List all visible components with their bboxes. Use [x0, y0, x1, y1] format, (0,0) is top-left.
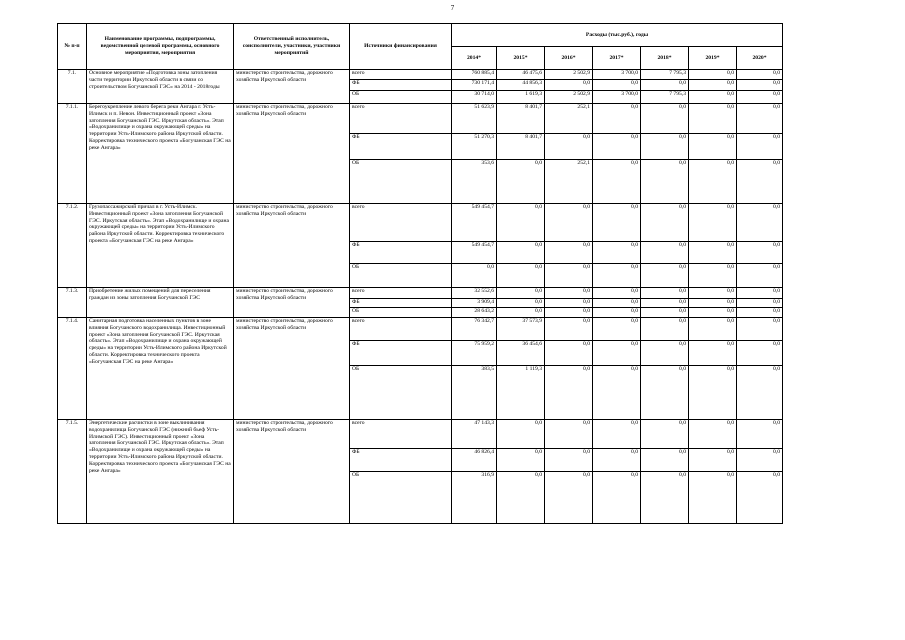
expense-value: 3 909,4: [452, 299, 497, 308]
header-year: 2020*: [737, 47, 783, 70]
expense-value: 383,5: [452, 366, 497, 420]
expense-value: 0,0: [593, 308, 641, 318]
table-body: [58, 70, 783, 524]
expense-value: 32 552,6: [452, 288, 497, 299]
expense-value: 76 342,7: [452, 318, 497, 341]
expense-value: 1 119,3: [497, 366, 545, 420]
expense-value: 7 795,3: [641, 91, 689, 104]
page-number: 7: [450, 4, 455, 12]
expense-value: 0,0: [545, 366, 593, 420]
expense-value: 0,0: [737, 366, 783, 420]
expense-value: 0,0: [593, 299, 641, 308]
expense-value: 0,0: [593, 242, 641, 264]
expense-value: 0,0: [737, 160, 783, 204]
header-year: 2017*: [593, 47, 641, 70]
expense-value: 47 143,3: [452, 420, 497, 449]
expense-value: 0,0: [737, 80, 783, 91]
expense-value: 0,0: [593, 80, 641, 91]
expense-value: 0,0: [737, 242, 783, 264]
expense-value: 0,0: [641, 80, 689, 91]
item-number: 7.1.5.: [58, 420, 87, 524]
funding-source: ФБ: [350, 80, 452, 91]
expense-value: 0,0: [593, 366, 641, 420]
expense-value: 0,0: [593, 341, 641, 366]
header-source: Источники финансирования: [350, 24, 452, 70]
funding-source: ОБ: [350, 160, 452, 204]
expense-value: 0,0: [497, 299, 545, 308]
expense-value: 0,0: [689, 134, 737, 160]
header-year: 2019*: [689, 47, 737, 70]
expense-value: 3 700,0: [593, 91, 641, 104]
expense-value: 0,0: [545, 472, 593, 524]
expense-value: 0,0: [641, 366, 689, 420]
expense-value: 0,0: [497, 308, 545, 318]
funding-source: всего: [350, 288, 452, 299]
expense-value: 1 619,3: [497, 91, 545, 104]
expense-value: 0,0: [689, 288, 737, 299]
funding-source: всего: [350, 70, 452, 80]
expense-value: 0,0: [641, 318, 689, 341]
expense-value: 0,0: [737, 104, 783, 134]
expense-value: 316,9: [452, 472, 497, 524]
expense-value: 0,0: [545, 308, 593, 318]
responsible-executor: министерство строительства, дорожного хозяйства Иркутской области: [234, 420, 350, 524]
expense-value: 0,0: [545, 318, 593, 341]
expense-value: 252,1: [545, 104, 593, 134]
expense-value: 0,0: [737, 341, 783, 366]
expense-value: 0,0: [641, 134, 689, 160]
expense-value: 0,0: [593, 420, 641, 449]
funding-source: всего: [350, 318, 452, 341]
expense-value: 0,0: [497, 472, 545, 524]
expense-value: 0,0: [545, 341, 593, 366]
expense-value: 0,0: [641, 449, 689, 472]
expense-value: 0,0: [593, 449, 641, 472]
expense-value: 0,0: [545, 288, 593, 299]
expense-value: 0,0: [689, 204, 737, 242]
table-row: [58, 420, 783, 449]
expense-value: 0,0: [545, 134, 593, 160]
funding-source: всего: [350, 104, 452, 134]
expense-value: 0,0: [689, 308, 737, 318]
measure-name: Санитарная подготовка населенных пунктов в зоне влияния Богучанского водохранилища. Инвестиционный проект «Зона затопления Богучанской ГЭС. Иркутская область». Этап «Водохранилище и охрана окружающей среды» на территории Усть-Илимского района Иркутской области. Корректировка технического проекта «Богучанская ГЭС на реке Ангара»: [87, 318, 234, 420]
expense-value: 0,0: [497, 204, 545, 242]
expense-value: 0,0: [737, 472, 783, 524]
header-year: 2015*: [497, 47, 545, 70]
table-row: [58, 288, 783, 299]
expense-value: 51 270,3: [452, 134, 497, 160]
expense-value: 0,0: [737, 318, 783, 341]
funding-source: ФБ: [350, 449, 452, 472]
header-executor: Ответственный исполнитель, соисполнители, участники, участники мероприятий: [234, 24, 350, 70]
expense-value: 28 643,2: [452, 308, 497, 318]
expense-value: 0,0: [689, 366, 737, 420]
expense-value: 0,0: [689, 80, 737, 91]
measure-name: Энергетические расчистки в зоне выклинивания водохранилища Богучанской ГЭС (нижний бьеф Усть-Илимской ГЭС). Инвестиционный проект «Зона затопления Богучанской ГЭС. Иркутская область». Этап «Водохранилище и охрана окружающей среды» на территории Усть-Илимского района Иркутской области. Корректировка технического проекта «Богучанская ГЭС на реке Ангара»: [87, 420, 234, 524]
header-num: № п-п: [58, 24, 87, 70]
table-row: [58, 104, 783, 134]
expense-value: 2 502,9: [545, 70, 593, 80]
expense-value: 0,0: [641, 242, 689, 264]
table-row: [58, 318, 783, 341]
measure-name: Берегоукрепление левого берега реки Ангара г. Усть-Илимск и п. Невон. Инвестиционный проект «Зона затопления Богучанской ГЭС. Иркутская область». Этап «Водохранилище и охрана окружающей среды» на территории Усть-Илимского района Иркутской области. Корректировка технического проекта «Богучанская ГЭС на реке Ангара»: [87, 104, 234, 204]
expense-value: 0,0: [689, 420, 737, 449]
expense-value: 0,0: [641, 264, 689, 288]
expense-value: 549 454,7: [452, 204, 497, 242]
header-row-top: [58, 24, 783, 47]
expense-value: 353,6: [452, 160, 497, 204]
expense-value: 0,0: [641, 299, 689, 308]
header-expenses: Расходы (тыс.руб.), годы: [452, 24, 783, 47]
expense-value: 0,0: [593, 264, 641, 288]
expense-value: 0,0: [641, 341, 689, 366]
expense-value: 0,0: [545, 299, 593, 308]
expense-value: 0,0: [497, 242, 545, 264]
expense-value: 0,0: [641, 204, 689, 242]
expense-value: 0,0: [737, 299, 783, 308]
item-number: 7.1.1.: [58, 104, 87, 204]
funding-source: ОБ: [350, 264, 452, 288]
expense-value: 0,0: [452, 264, 497, 288]
expense-value: 0,0: [737, 134, 783, 160]
expense-value: 0,0: [737, 70, 783, 80]
expense-value: 0,0: [641, 160, 689, 204]
expense-value: 0,0: [641, 308, 689, 318]
item-number: 7.1.4.: [58, 318, 87, 420]
funding-source: ФБ: [350, 134, 452, 160]
expense-value: 2 502,9: [545, 91, 593, 104]
expense-value: 0,0: [497, 264, 545, 288]
expense-value: 0,0: [593, 204, 641, 242]
header-year: 2014*: [452, 47, 497, 70]
expense-value: 44 856,3: [497, 80, 545, 91]
responsible-executor: министерство строительства, дорожного хозяйства Иркутской области: [234, 318, 350, 420]
expense-value: 51 623,9: [452, 104, 497, 134]
expense-value: 730 171,4: [452, 80, 497, 91]
expense-value: 0,0: [497, 420, 545, 449]
expense-value: 8 401,7: [497, 134, 545, 160]
table-row: [58, 204, 783, 242]
table-row: [58, 70, 783, 80]
expense-value: 0,0: [641, 288, 689, 299]
expense-value: 0,0: [641, 420, 689, 449]
expense-value: 0,0: [593, 472, 641, 524]
measure-name: Грузопассажирский причал в г. Усть-Илимск. Инвестиционный проект «Зона затопления Богучанской ГЭС. Иркутская область». Этап «Водохранилище и охрана окружающей среды» на территории Усть-Илимского района Иркутской области. Корректировка технического проекта «Богучанская ГЭС на реке Ангара»: [87, 204, 234, 288]
header-year: 2018*: [641, 47, 689, 70]
expense-value: 0,0: [689, 449, 737, 472]
expense-value: 0,0: [689, 160, 737, 204]
responsible-executor: министерство строительства, дорожного хозяйства Иркутской области: [234, 288, 350, 318]
measure-name: Приобретение жилых помещений для переселения граждан из зоны затопления Богучанской ГЭС: [87, 288, 234, 318]
expense-value: 0,0: [545, 80, 593, 91]
funding-source: всего: [350, 204, 452, 242]
expense-value: 3 700,0: [593, 70, 641, 80]
expense-value: 7 795,3: [641, 70, 689, 80]
expense-value: 0,0: [545, 204, 593, 242]
budget-table: [57, 23, 783, 524]
expense-value: 549 454,7: [452, 242, 497, 264]
expense-value: 0,0: [689, 91, 737, 104]
header-name: Наименование программы, подпрограммы, ведомственной целевой программы, основного мероприятия, мероприятия: [87, 24, 234, 70]
responsible-executor: министерство строительства, дорожного хозяйства Иркутской области: [234, 104, 350, 204]
responsible-executor: министерство строительства, дорожного хозяйства Иркутской области: [234, 70, 350, 104]
expense-value: 46 475,6: [497, 70, 545, 80]
funding-source: ФБ: [350, 299, 452, 308]
expense-value: 46 826,4: [452, 449, 497, 472]
expense-value: 0,0: [593, 160, 641, 204]
funding-source: ОБ: [350, 91, 452, 104]
expense-value: 0,0: [545, 264, 593, 288]
expense-value: 0,0: [737, 91, 783, 104]
expense-value: 37 573,9: [497, 318, 545, 341]
expense-value: 0,0: [737, 308, 783, 318]
expense-value: 252,1: [545, 160, 593, 204]
expense-value: 0,0: [641, 472, 689, 524]
funding-source: ОБ: [350, 366, 452, 420]
expense-value: 0,0: [737, 204, 783, 242]
expense-value: 760 885,4: [452, 70, 497, 80]
funding-source: всего: [350, 420, 452, 449]
item-number: 7.1.3.: [58, 288, 87, 318]
expense-value: 0,0: [497, 288, 545, 299]
expense-value: 0,0: [737, 420, 783, 449]
funding-source: ФБ: [350, 341, 452, 366]
funding-source: ОБ: [350, 308, 452, 318]
funding-source: ФБ: [350, 242, 452, 264]
expense-value: 0,0: [593, 288, 641, 299]
expense-value: 36 454,6: [497, 341, 545, 366]
expense-value: 0,0: [689, 318, 737, 341]
expense-value: 0,0: [641, 104, 689, 134]
expense-value: 0,0: [689, 242, 737, 264]
measure-name: Основное мероприятие «Подготовка зоны затопления части территории Иркутской области в связи со строительством Богучанской ГЭС» на 2014 - 2018годы: [87, 70, 234, 104]
expense-value: 0,0: [737, 288, 783, 299]
expense-value: 0,0: [593, 104, 641, 134]
expense-value: 0,0: [545, 449, 593, 472]
expense-value: 30 714,0: [452, 91, 497, 104]
responsible-executor: министерство строительства, дорожного хозяйства Иркутской области: [234, 204, 350, 288]
expense-value: 0,0: [545, 242, 593, 264]
expense-value: 0,0: [737, 449, 783, 472]
expense-value: 0,0: [545, 420, 593, 449]
expense-value: 0,0: [689, 70, 737, 80]
expense-value: 0,0: [689, 472, 737, 524]
expense-value: 0,0: [497, 160, 545, 204]
expense-value: 0,0: [689, 104, 737, 134]
expense-value: 0,0: [737, 264, 783, 288]
expense-value: 0,0: [593, 134, 641, 160]
expense-value: 8 401,7: [497, 104, 545, 134]
expense-value: 75 959,2: [452, 341, 497, 366]
expense-value: 0,0: [593, 318, 641, 341]
expense-value: 0,0: [689, 264, 737, 288]
expense-value: 0,0: [689, 341, 737, 366]
expense-value: 0,0: [689, 299, 737, 308]
item-number: 7.1.: [58, 70, 87, 104]
expense-value: 0,0: [497, 449, 545, 472]
header-year: 2016*: [545, 47, 593, 70]
item-number: 7.1.2.: [58, 204, 87, 288]
funding-source: ОБ: [350, 472, 452, 524]
